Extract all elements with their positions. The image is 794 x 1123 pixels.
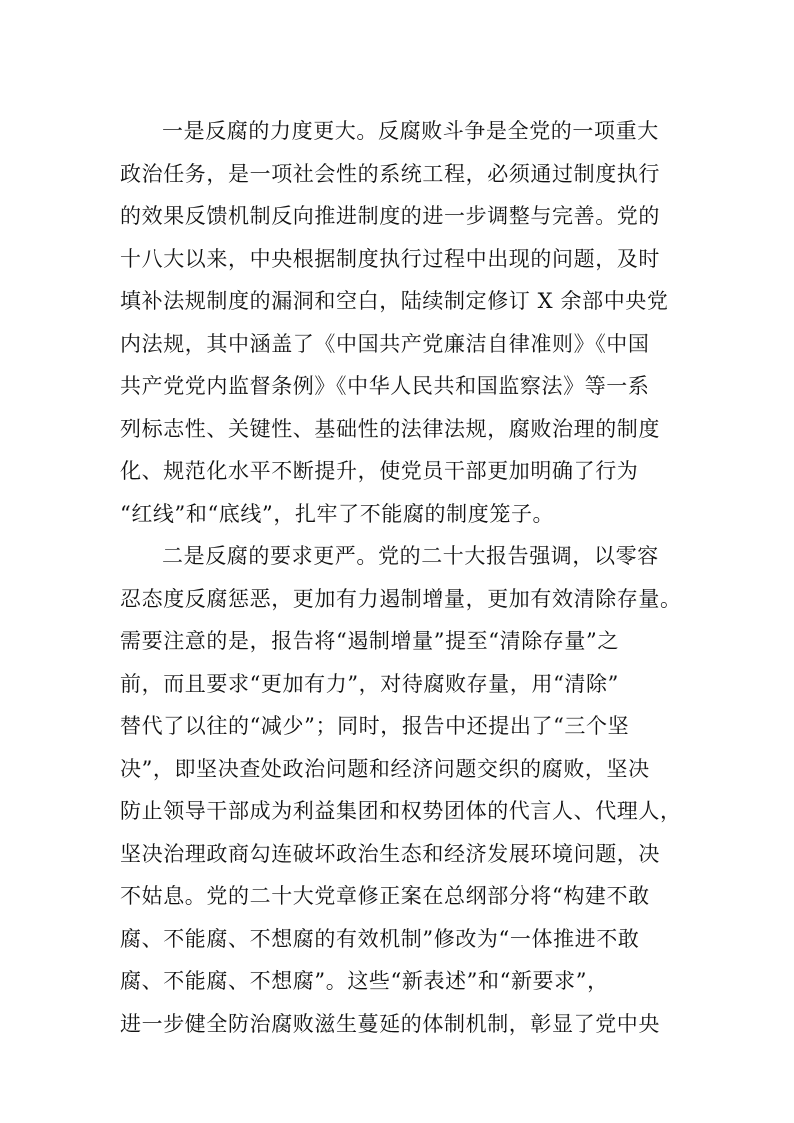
paragraph-1-line-8: 列标志性、关键性、基础性的法律法规，腐败治理的制度 — [120, 417, 660, 441]
paragraph-1-line-6: 内法规，其中涵盖了《中国共产党廉洁自律准则》《中国 — [120, 332, 650, 356]
paragraph-2-line-2: 忍态度反腐惩恶，更加有力遏制增量，更加有效清除存量。 — [120, 587, 682, 611]
paragraph-1-line-1: 一是反腐的力度更大。反腐败斗争是全党的一项重大 — [162, 119, 659, 143]
paragraph-2-line-1: 二是反腐的要求更严。党的二十大报告强调，以零容 — [162, 544, 659, 568]
paragraph-2-line-12: 进一步健全防治腐败滋生蔓延的体制机制，彰显了党中央 — [120, 1012, 660, 1036]
paragraph-2-line-10: 腐、不能腐、不想腐的有效机制”修改为“一体推进不敢 — [120, 927, 640, 951]
paragraph-1-line-10: “红线”和“底线”，扎牢了不能腐的制度笼子。 — [120, 502, 555, 526]
paragraph-2-line-6: 决”，即坚决查处政治问题和经济问题交织的腐败，坚决 — [120, 757, 650, 781]
paragraph-1-line-7: 共产党党内监督条例》《中华人民共和国监察法》等一系 — [120, 374, 650, 398]
paragraph-2-line-3: 需要注意的是，报告将“遏制增量”提至“清除存量”之 — [120, 629, 619, 653]
paragraph-2-line-7: 防止领导干部成为利益集团和权势团体的代言人、代理人， — [120, 799, 682, 823]
paragraph-2-line-4: 前，而且要求“更加有力”，对待腐败存量，用“清除” — [120, 672, 619, 696]
paragraph-1-line-5: 填补法规制度的漏洞和空白，陆续制定修订 X 余部中央党 — [120, 289, 669, 313]
paragraph-1-line-9: 化、规范化水平不断提升，使党员干部更加明确了行为 — [120, 459, 639, 483]
paragraph-1-line-3: 的效果反馈机制反向推进制度的进一步调整与完善。党的 — [120, 204, 660, 228]
paragraph-2-line-9: 不姑息。党的二十大党章修正案在总纲部分将“构建不敢 — [120, 884, 650, 908]
paragraph-2-line-11: 腐、不能腐、不想腐”。这些“新表述”和“新要求”， — [120, 969, 609, 993]
paragraph-1-line-4: 十八大以来，中央根据制度执行过程中出现的问题，及时 — [120, 247, 660, 271]
paragraph-2-line-5: 替代了以往的“减少”；同时，报告中还提出了“三个坚 — [120, 714, 630, 738]
paragraph-1-line-2: 政治任务，是一项社会性的系统工程，必须通过制度执行 — [120, 162, 660, 186]
paragraph-2-line-8: 坚决治理政商勾连破坏政治生态和经济发展环境问题，决 — [120, 842, 660, 866]
